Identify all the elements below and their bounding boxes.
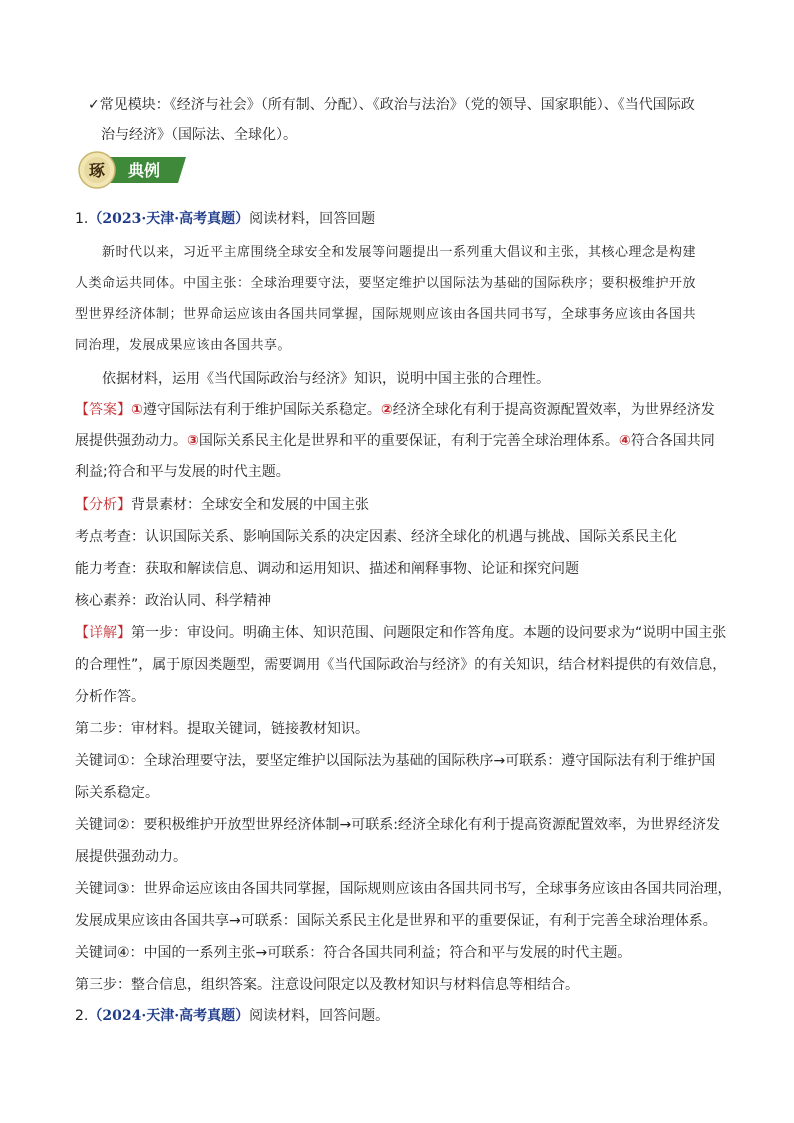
- answer-line-1: 【答案】①遵守国际法有利于维护国际关系稳定。②经济全球化有利于提高资源配置效率，为世界经济发: [75, 402, 715, 418]
- intro-line-1: ✓常见模块：《经济与社会》（所有制、分配）、《政治与法治》（党的领导、国家职能）、《当代国际政: [88, 97, 695, 113]
- detail-line-3: 分析作答。: [75, 689, 145, 705]
- check-icon: ✓: [88, 97, 100, 113]
- keyword1-line-1: 关键词①：全球治理要守法，要坚定维护以国际法为基础的国际秩序→可联系：遵守国际法有利于维护国: [75, 753, 716, 769]
- kaodian-line: 考点考查：认识国际关系、影响国际关系的决定因素、经济全球化的机遇与挑战、国际关系民主化: [75, 529, 677, 545]
- detail-line-2: 的合理性”，属于原因类题型，需要调用《当代国际政治与经济》的有关知识，结合材料提供的有效信息，: [75, 657, 727, 673]
- keyword2-line-1: 关键词②：要积极维护开放型世界经济体制→可联系:经济全球化有利于提高资源配置效率，为世界经济发: [75, 817, 720, 833]
- analysis-label: 【分析】: [75, 497, 131, 513]
- material-line-4: 同治理，发展成果应该由各国共享。: [75, 338, 292, 353]
- q1-prompt: 阅读材料，回答回题: [249, 211, 376, 227]
- hexin-line: 核心素养：政治认同、科学精神: [75, 593, 271, 609]
- detail-label: 【详解】: [75, 625, 131, 641]
- q1-question: 依据材料，运用《当代国际政治与经济》知识，说明中国主张的合理性。: [102, 371, 550, 387]
- seal-char: 琢: [88, 161, 106, 180]
- q2-source: （2024·天津·高考真题）: [88, 1008, 250, 1024]
- example-badge: [78, 151, 188, 189]
- material-line-2: 人类命运共同体。中国主张：全球治理要守法，要坚定维护以国际法为基础的国际秩序；要积极维护开放: [75, 276, 697, 291]
- q2-header: [75, 1005, 389, 1025]
- material-line-1: 新时代以来，习近平主席围绕全球安全和发展等问题提出一系列重大倡议和主张，其核心理念是构建: [102, 245, 697, 260]
- keyword4-line: 关键词④：中国的一系列主张→可联系：符合各国共同利益；符合和平与发展的时代主题。: [75, 945, 632, 961]
- keyword3-line-2: 发展成果应该由各国共享→可联系：国际关系民主化是世界和平的重要保证，有利于完善全球治理体系。: [75, 913, 717, 929]
- keyword2-line-2: 展提供强劲动力。: [75, 849, 187, 865]
- step3-line: 第三步：整合信息，组织答案。注意设问限定以及教材知识与材料信息等相结合。: [75, 977, 579, 993]
- keyword3-line-1: 关键词③：世界命运应该由各国共同掌握，国际规则应该由各国共同书写，全球事务应该由各国共同治理，: [75, 881, 732, 897]
- answer-line-3: 利益;符合和平与发展的时代主题。: [75, 464, 290, 480]
- q2-number: 2.: [75, 1008, 89, 1024]
- q2-prompt: 阅读材料，回答问题。: [249, 1008, 390, 1024]
- intro-line-2: 治与经济》（国际法、全球化）。: [101, 127, 297, 143]
- answer-line-2: 展提供强劲动力。③国际关系民主化是世界和平的重要保证，有利于完善全球治理体系。④符合各国共同: [75, 433, 715, 449]
- q1-number: 1.: [75, 211, 89, 227]
- material-line-3: 型世界经济体制；世界命运应该由各国共同掌握，国际规则应该由各国共同书写，全球事务应该由各国共: [75, 307, 697, 322]
- nengli-line: 能力考查：获取和解读信息、调动和运用知识、描述和阐释事物、论证和探究问题: [75, 561, 579, 577]
- step2-line: 第二步：审材料。提取关键词，链接教材知识。: [75, 721, 369, 737]
- badge-label: 典例: [127, 161, 161, 180]
- q1-header: [75, 208, 375, 228]
- answer-label: 【答案】: [75, 402, 131, 418]
- keyword1-line-2: 际关系稳定。: [75, 785, 159, 801]
- q1-source: （2023·天津·高考真题）: [88, 211, 250, 227]
- detail-line-1: 【详解】第一步：审设问。明确主体、知识范围、问题限定和作答角度。本题的设问要求为“说明中国主张: [75, 625, 727, 641]
- analysis-line: 【分析】背景素材：全球安全和发展的中国主张: [75, 497, 369, 513]
